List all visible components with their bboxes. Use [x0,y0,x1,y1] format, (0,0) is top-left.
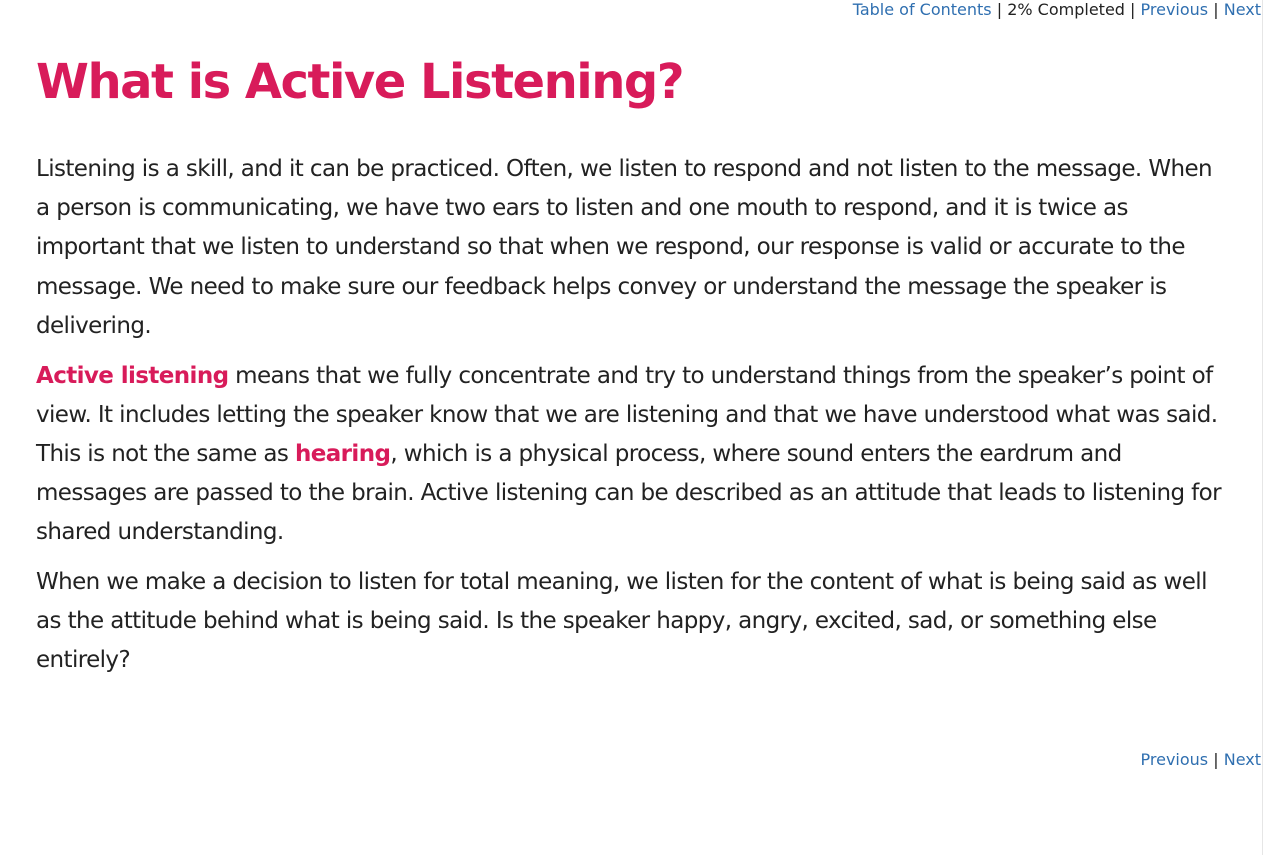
previous-link[interactable]: Previous [1140,0,1209,19]
paragraph-3: When we make a decision to listen for total meaning, we listen for the content of what is being said as well as the attitude behind what is being said. Is the speaker happy, angry, excited, sad, or something else entirely? [36,569,1207,674]
nav-separator: | [996,0,1008,19]
next-link-bottom[interactable]: Next [1223,750,1261,769]
progress-text: 2% Completed [1007,0,1125,19]
previous-link-bottom[interactable]: Previous [1140,750,1209,769]
nav-separator: | [1130,0,1141,19]
next-link[interactable]: Next [1223,0,1261,19]
paragraph-2 [36,357,1231,552]
table-of-contents-link[interactable]: Table of Contents [852,0,992,19]
nav-separator: | [1213,0,1224,19]
top-navigation [853,1,1261,19]
paragraph-2-text-a: means that we fully concentrate and try to understand things from the speaker’s point of view. It includes letting the speaker know that we are listening and that we have understood what was said. This is not the same as [36,363,1218,468]
bottom-navigation [1141,751,1261,769]
page-title: What is Active Listening? [36,54,684,110]
main-content [36,150,1231,691]
term-hearing: hearing [294,441,391,468]
paragraph-1: Listening is a skill, and it can be practiced. Often, we listen to respond and not listen to the message. When a person is communicating, we have two ears to listen and one mouth to respond, and it is twice as important that we listen to understand so that when we respond, our response is valid or accurate to the message. We need to make sure our feedback helps convey or understand the message the speaker is delivering. [36,156,1212,339]
term-active-listening: Active listening [36,363,229,390]
paragraph-2-text-b: , which is a physical process, where sound enters the eardrum and messages are passed to the brain. Active listening can be described as an attitude that leads to listening for shared understanding. [36,441,1222,546]
nav-separator: | [1213,750,1224,769]
